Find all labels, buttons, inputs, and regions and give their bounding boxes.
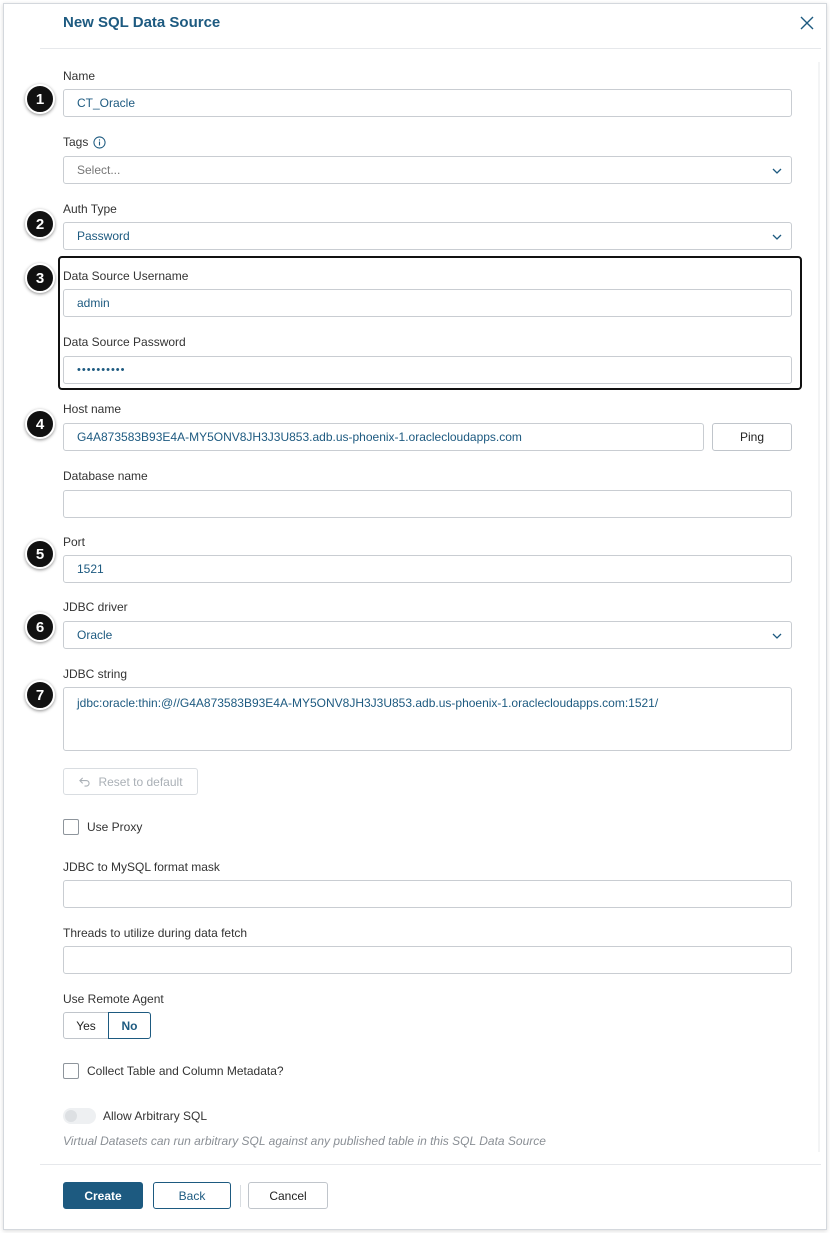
- step-badge-5: 5: [25, 539, 55, 569]
- allow-arbitrary-sql-toggle[interactable]: [63, 1108, 96, 1124]
- allow-arbitrary-sql-label: Allow Arbitrary SQL: [103, 1109, 208, 1123]
- name-input[interactable]: CT_Oracle: [63, 89, 792, 117]
- arbitrary-sql-hint: Virtual Datasets can run arbitrary SQL against any published table in this SQL Data Source: [63, 1134, 546, 1148]
- footer-divider: [40, 1164, 821, 1165]
- reset-to-default-label: Reset to default: [98, 774, 183, 789]
- jdbc-driver-label: JDBC driver: [63, 600, 128, 614]
- remote-agent-yes-button[interactable]: Yes: [63, 1012, 109, 1039]
- threads-label: Threads to utilize during data fetch: [63, 926, 248, 940]
- port-label: Port: [63, 535, 86, 549]
- remote-agent-label: Use Remote Agent: [63, 992, 164, 1006]
- new-sql-data-source-dialog: [3, 3, 827, 1230]
- host-name-input[interactable]: G4A873583B93E4A-MY5ONV8JH3J3U853.adb.us-phoenix-1.oraclecloudapps.com: [63, 423, 704, 451]
- threads-input[interactable]: [63, 946, 792, 974]
- step-badge-1: 1: [25, 84, 55, 114]
- port-input[interactable]: 1521: [63, 555, 792, 583]
- collect-metadata-label: Collect Table and Column Metadata?: [87, 1064, 284, 1078]
- step-badge-3: 3: [25, 263, 55, 293]
- footer-separator: [240, 1185, 241, 1207]
- auth-type-label: Auth Type: [63, 202, 117, 216]
- tags-label-row: [63, 135, 106, 149]
- close-icon[interactable]: [798, 14, 816, 32]
- database-name-label: Database name: [63, 469, 148, 483]
- tags-select[interactable]: [63, 156, 792, 184]
- reset-to-default-button[interactable]: [63, 768, 198, 795]
- create-button[interactable]: Create: [63, 1182, 143, 1209]
- ping-button[interactable]: Ping: [712, 423, 792, 451]
- format-mask-label: JDBC to MySQL format mask: [63, 860, 220, 874]
- collect-metadata-checkbox[interactable]: [63, 1063, 79, 1079]
- jdbc-string-label: JDBC string: [63, 667, 128, 681]
- cancel-button[interactable]: Cancel: [248, 1182, 328, 1209]
- chevron-down-icon: [771, 165, 783, 177]
- tags-label: Tags: [63, 135, 89, 149]
- username-input[interactable]: admin: [63, 289, 792, 317]
- remote-agent-no-button[interactable]: No: [108, 1012, 151, 1039]
- host-name-label: Host name: [63, 402, 122, 416]
- undo-icon: [78, 776, 91, 787]
- header-divider: [40, 48, 821, 49]
- step-badge-4: 4: [25, 409, 55, 439]
- tags-placeholder: Select...: [77, 163, 121, 177]
- step-badge-2: 2: [25, 209, 55, 239]
- dialog-title: New SQL Data Source: [63, 14, 221, 31]
- auth-type-value: Password: [77, 229, 130, 243]
- password-input[interactable]: ••••••••••: [63, 356, 792, 384]
- info-icon[interactable]: [93, 136, 106, 149]
- scrollbar-track[interactable]: [818, 62, 820, 1152]
- password-label: Data Source Password: [63, 335, 186, 349]
- format-mask-input[interactable]: [63, 880, 792, 908]
- jdbc-driver-select[interactable]: [63, 621, 792, 649]
- back-button[interactable]: Back: [153, 1182, 231, 1209]
- toggle-knob: [65, 1110, 77, 1122]
- database-name-input[interactable]: [63, 490, 792, 518]
- chevron-down-icon: [771, 231, 783, 243]
- jdbc-string-textarea[interactable]: jdbc:oracle:thin:@//G4A873583B93E4A-MY5ONV8JH3J3U853.adb.us-phoenix-1.oraclecloudapps.com:1521/: [63, 687, 792, 751]
- use-proxy-label: Use Proxy: [87, 820, 143, 834]
- step-badge-7: 7: [25, 680, 55, 710]
- username-label: Data Source Username: [63, 269, 189, 283]
- use-proxy-checkbox[interactable]: [63, 819, 79, 835]
- name-label: Name: [63, 69, 96, 83]
- chevron-down-icon: [771, 630, 783, 642]
- step-badge-6: 6: [25, 612, 55, 642]
- jdbc-driver-value: Oracle: [77, 628, 113, 642]
- auth-type-select[interactable]: [63, 222, 792, 250]
